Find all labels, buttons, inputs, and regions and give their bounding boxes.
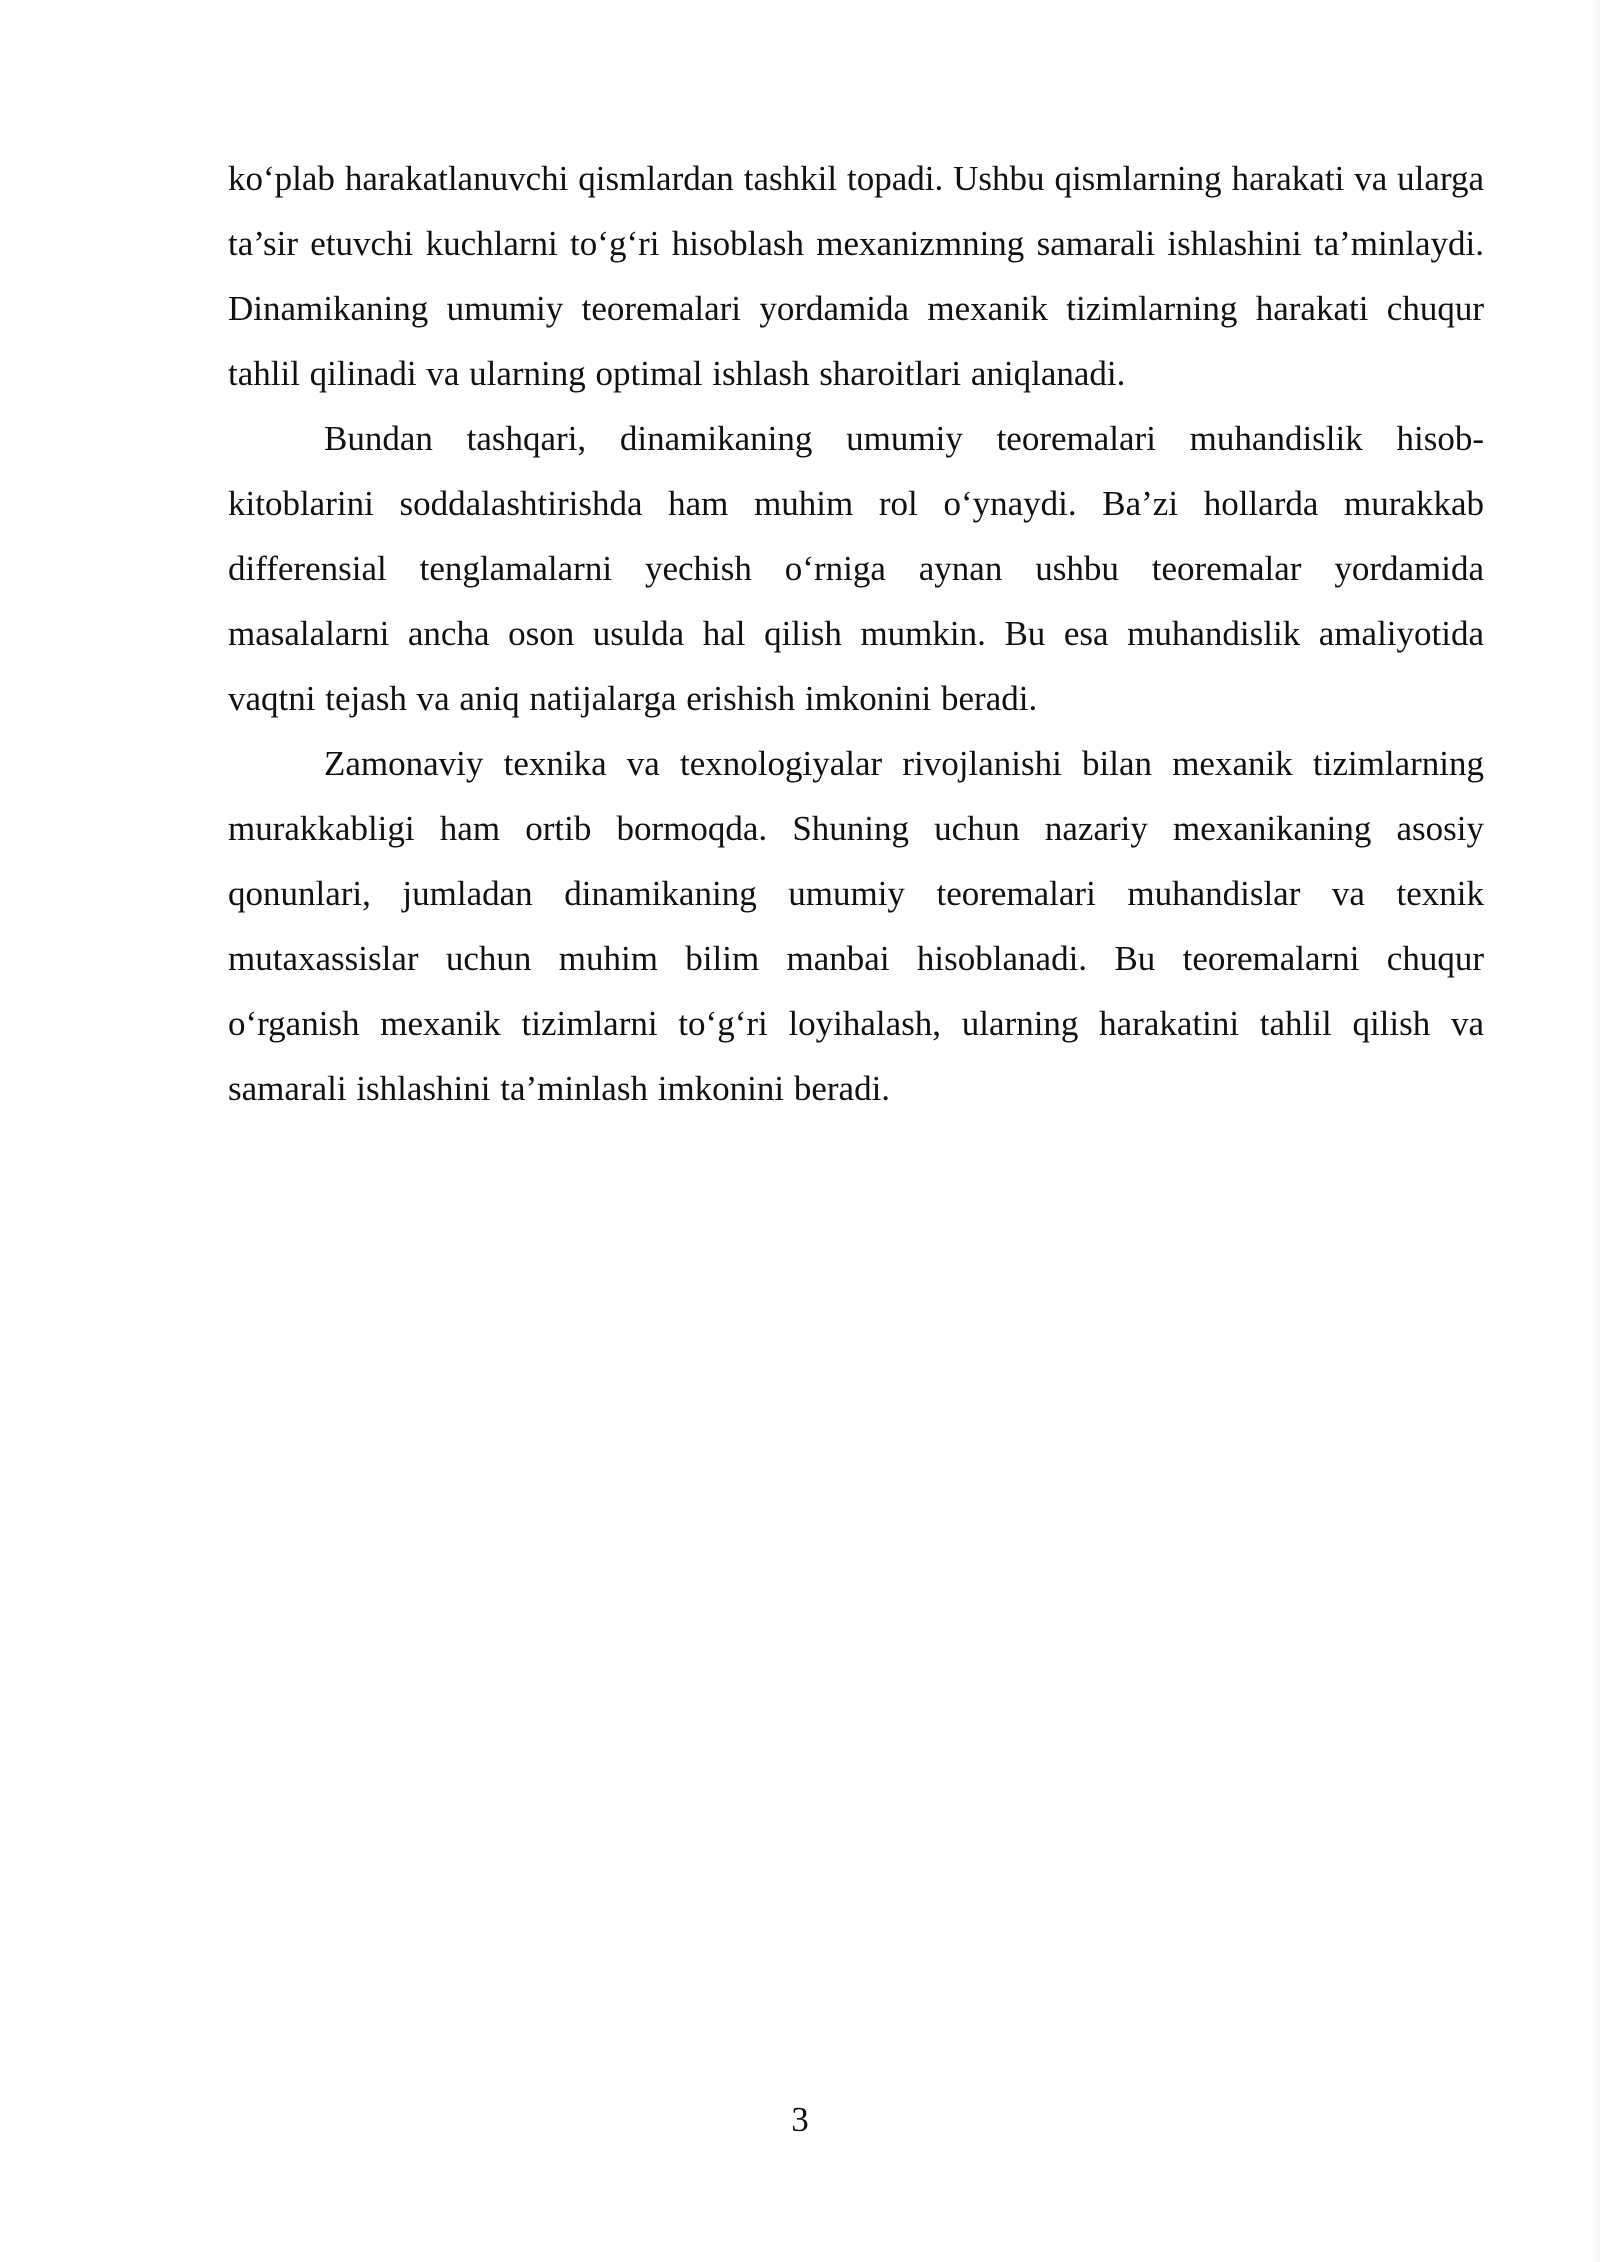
page-body <box>228 146 1484 1121</box>
page-number: 3 <box>791 2100 809 2139</box>
paragraph-modern-technology: Zamonaviy texnika va texnologiyalar rivojlanishi bilan mexanik tizimlarning murakkabligi ham ortib bormoqda. Shuning uchun nazariy mexanikaning asosiy qonunlari, jumladan dinamikaning umumiy teoremalari muhandislar va texnik mutaxassislar uchun muhim bilim manbai hisoblanadi. Bu teoremalarni chuqur o‘rganish mexanik tizimlarni to‘g‘ri loyihalash, ularning harakatini tahlil qilish va samarali ishlashini ta’minlash imkonini beradi. <box>228 744 1484 1108</box>
page-edge-shadow <box>1592 0 1600 2262</box>
paragraph-continuation: ko‘plab harakatlanuvchi qismlardan tashkil topadi. Ushbu qismlarning harakati va ularga ta’sir etuvchi kuchlarni to‘g‘ri hisoblash mexanizmning samarali ishlashini ta’minlaydi. Dinamikaning umumiy teoremalari yordamida mexanik tizimlarning harakati chuqur tahlil qilinadi va ularning optimal ishlash sharoitlari aniqlanadi. <box>228 159 1484 393</box>
paragraph-calculations: Bundan tashqari, dinamikaning umumiy teoremalari muhandislik hisob-kitoblarini soddalashtirishda ham muhim rol o‘ynaydi. Ba’zi hollarda murakkab differensial tenglamalarni yechish o‘rniga aynan ushbu teoremalar yordamida masalalarni ancha oson usulda hal qilish mumkin. Bu esa muhandislik amaliyotida vaqtni tejash va aniq natijalarga erishish imkonini beradi. <box>228 419 1484 718</box>
